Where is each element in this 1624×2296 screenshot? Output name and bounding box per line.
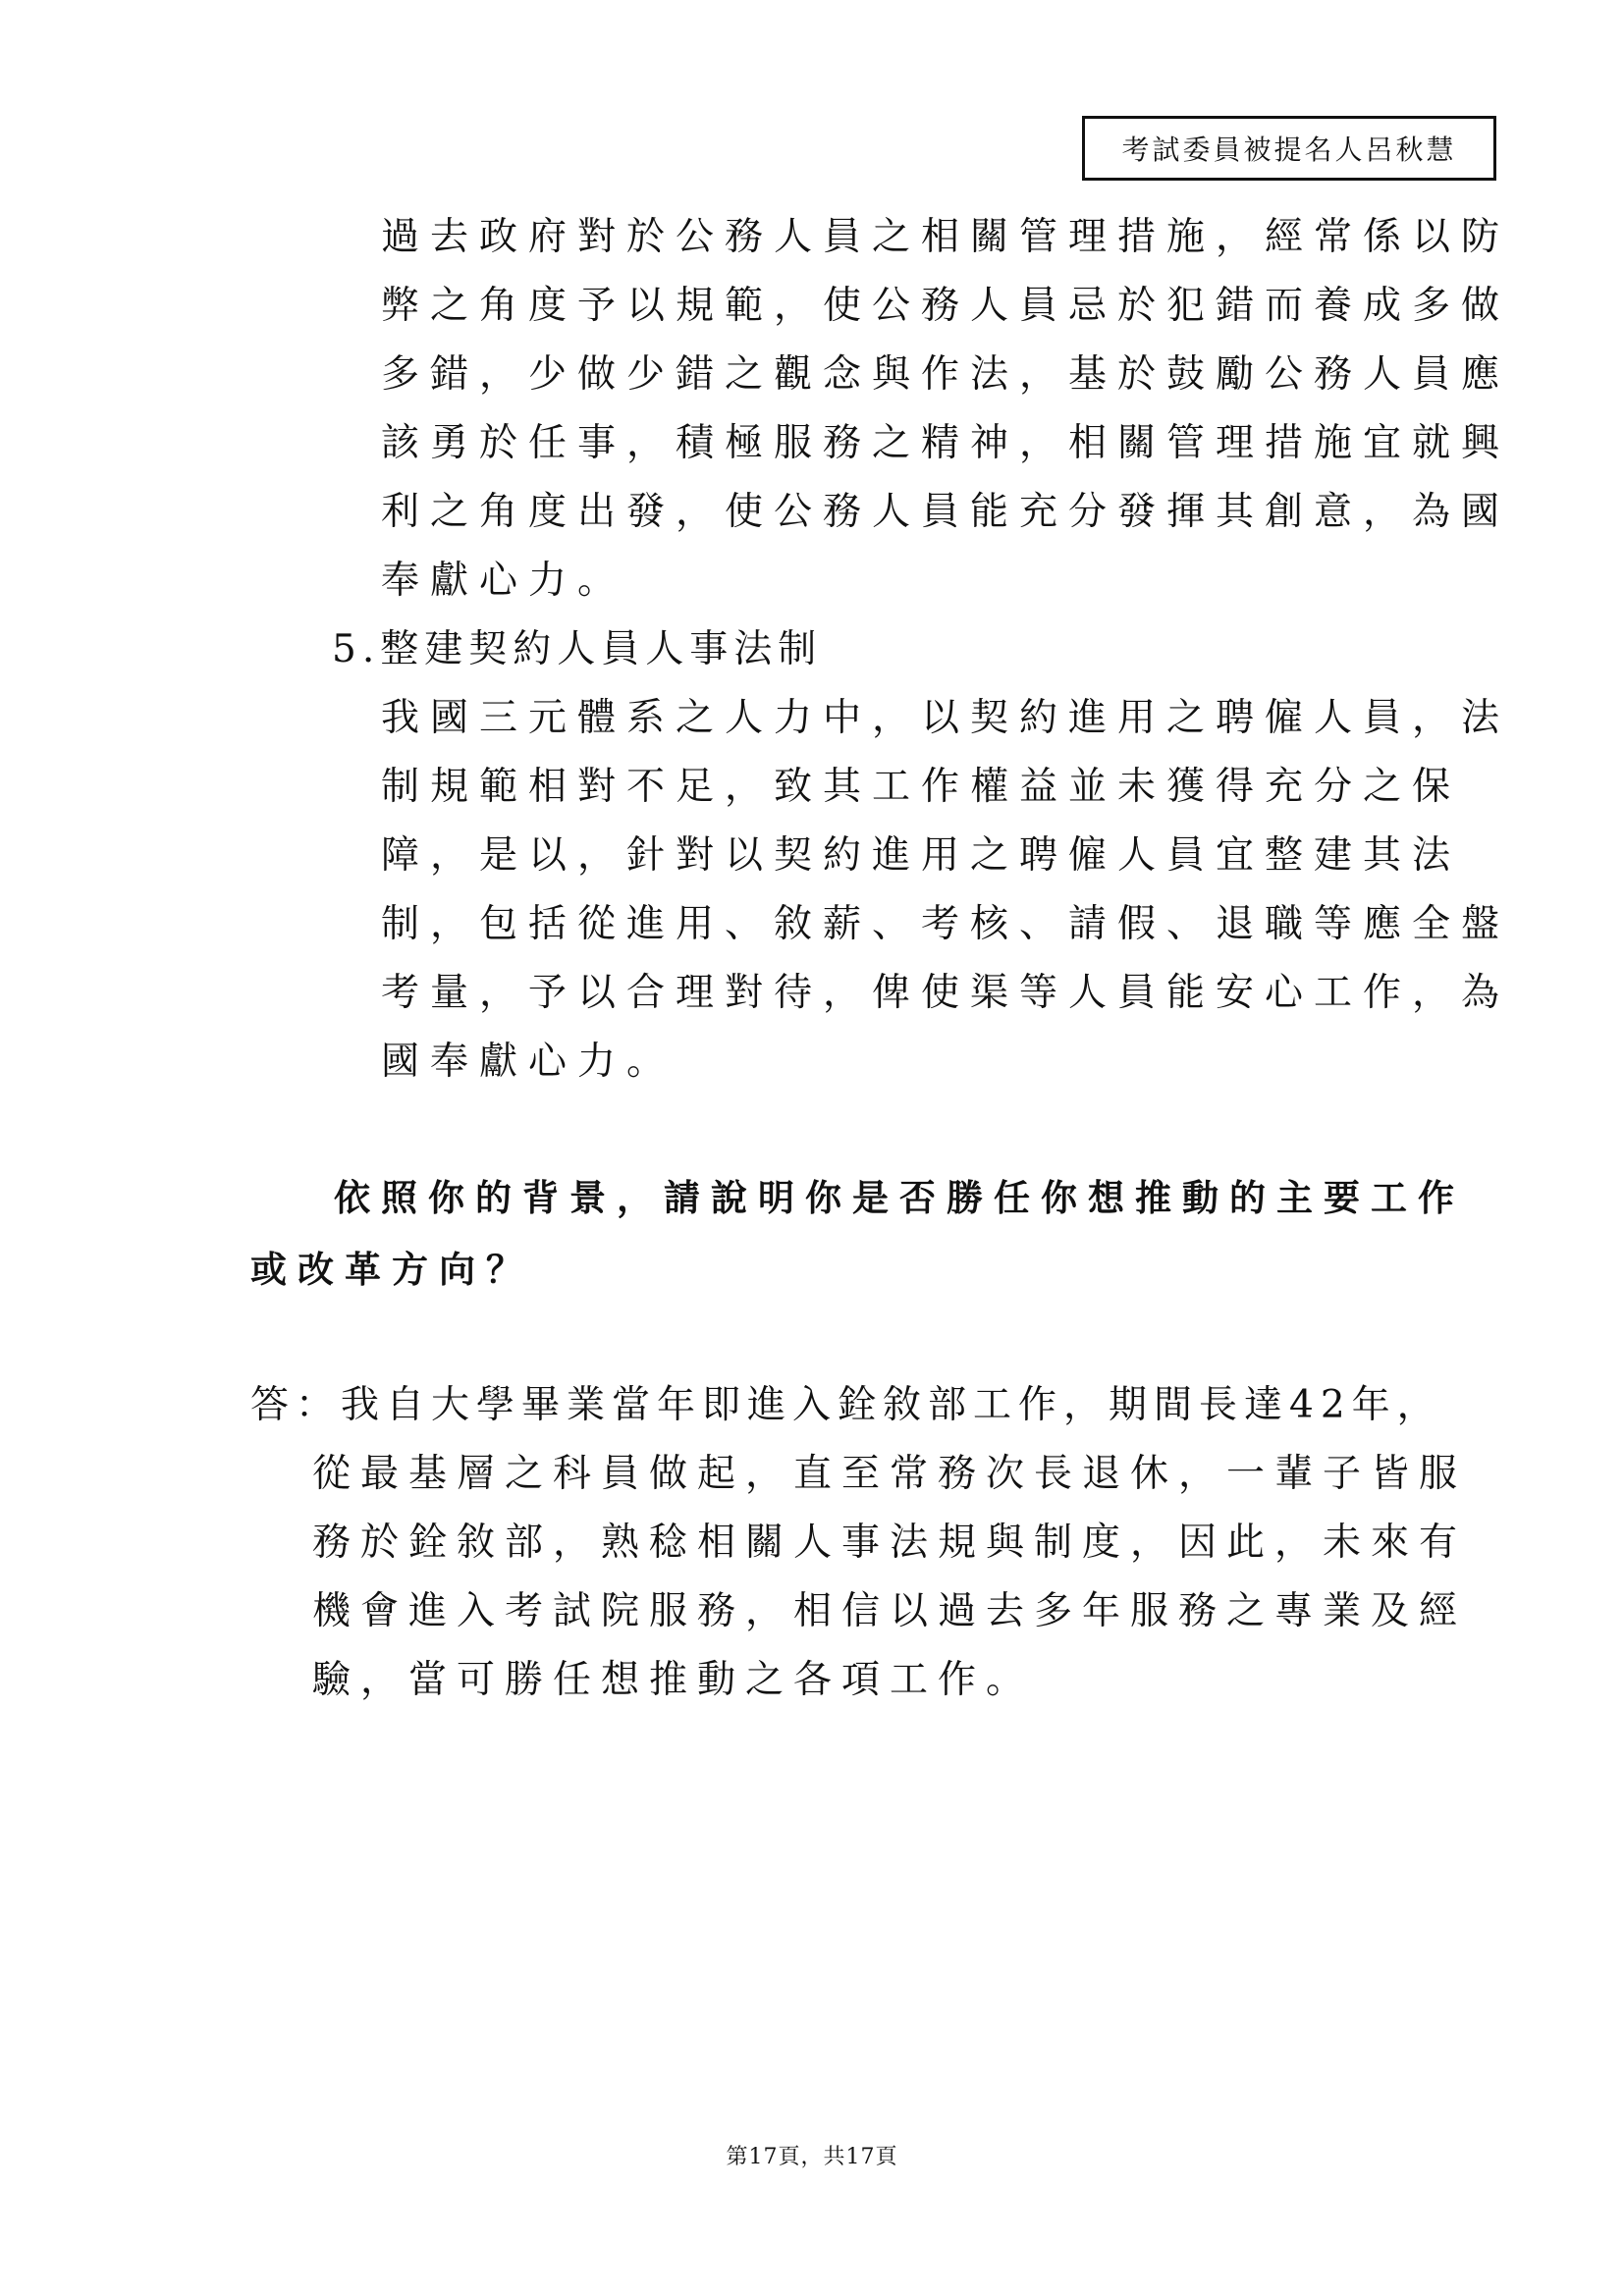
page-number: 第17頁，共17頁 — [726, 2145, 898, 2169]
item5-line: 制，包括從進用、敘薪、考核、請假、退職等應全盤 — [381, 902, 1511, 946]
paragraph-line: 利之角度出發，使公務人員能充分發揮其創意，為國 — [381, 490, 1511, 534]
answer-line: 驗，當可勝任想推動之各項工作。 — [312, 1658, 1035, 1702]
header-title: 考試委員被提名人呂秋慧 — [1121, 133, 1457, 166]
paragraph-line: 該勇於任事，積極服務之精神，相關管理措施宜就興 — [381, 421, 1511, 465]
question-line: 或改革方向？ — [250, 1249, 533, 1291]
paragraph-line: 多錯，少做少錯之觀念與作法，基於鼓勵公務人員應 — [381, 352, 1511, 397]
item5-line: 障，是以，針對以契約進用之聘僱人員宜整建其法 — [381, 833, 1462, 878]
answer-line: 答：我自大學畢業當年即進入銓敘部工作，期間長達42年， — [250, 1383, 1442, 1427]
header-title-box — [1082, 116, 1496, 181]
answer-line: 機會進入考試院服務，相信以過去多年服務之專業及經 — [312, 1589, 1468, 1633]
paragraph-line: 奉獻心力。 — [381, 559, 627, 603]
item5-heading: 5.整建契約人員人事法制 — [332, 627, 823, 671]
paragraph-line: 弊之角度予以規範，使公務人員忌於犯錯而養成多做 — [381, 284, 1511, 328]
answer-line: 務於銓敘部，熟稔相關人事法規與制度，因此，未來有 — [312, 1521, 1468, 1565]
item5-line: 我國三元體系之人力中，以契約進用之聘僱人員，法 — [381, 696, 1511, 740]
answer-line: 從最基層之科員做起，直至常務次長退休，一輩子皆服 — [312, 1452, 1468, 1496]
paragraph-line: 過去政府對於公務人員之相關管理措施，經常係以防 — [381, 215, 1511, 259]
item5-line: 制規範相對不足，致其工作權益並未獲得充分之保 — [381, 765, 1462, 809]
item5-line: 國奉獻心力。 — [381, 1040, 677, 1084]
item5-line: 考量，予以合理對待，俾使渠等人員能安心工作，為 — [381, 971, 1511, 1015]
question-line: 依照你的背景，請說明你是否勝任你想推動的主要工作 — [334, 1177, 1465, 1219]
